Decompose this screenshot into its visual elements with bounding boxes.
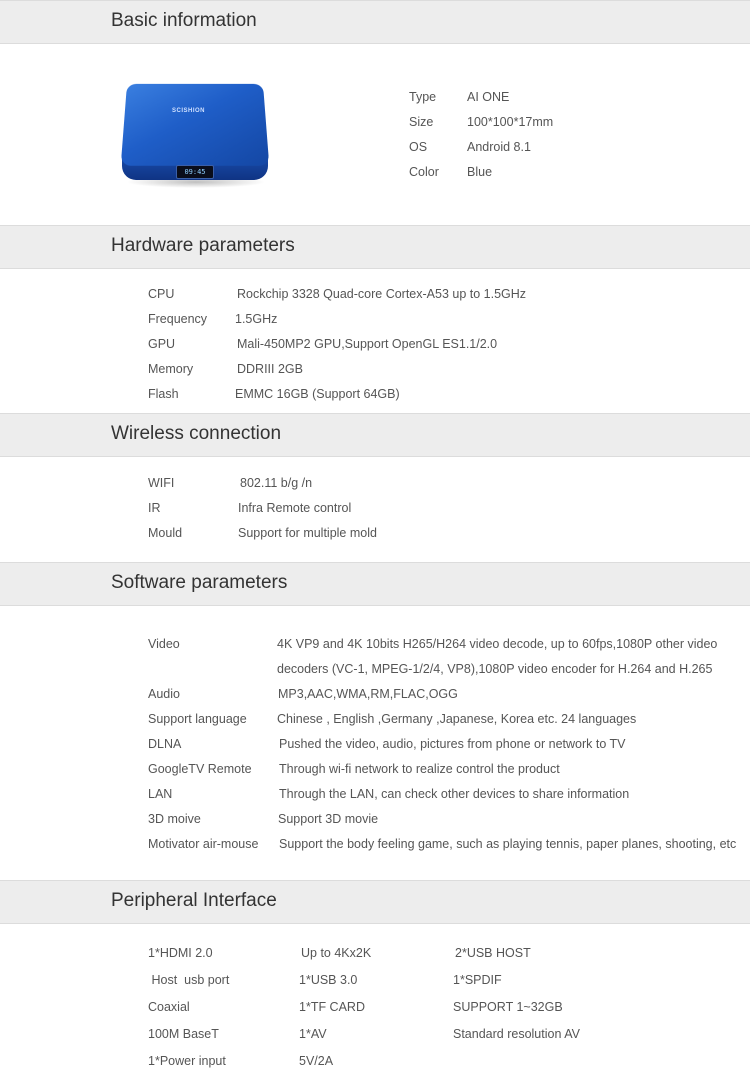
spec-value: 100*100*17mm	[467, 115, 554, 129]
spec-label: CPU	[148, 287, 175, 301]
spec-label: LAN	[148, 787, 173, 801]
spec-label: Type	[409, 90, 437, 104]
spec-value: Rockchip 3328 Quad-core Cortex-A53 up to 1.5GHz	[237, 287, 527, 301]
spec-value: EMMC 16GB (Support 64GB)	[235, 387, 400, 401]
section-title: Software parameters	[111, 572, 288, 593]
interface-cell: 5V/2A	[299, 1054, 334, 1068]
interface-cell: Up to 4Kx2K	[301, 946, 372, 960]
interface-cell: 1*HDMI 2.0	[148, 946, 213, 960]
section-title: Basic information	[111, 10, 257, 31]
spec-label: Size	[409, 115, 434, 129]
section-header-software	[0, 562, 750, 606]
spec-value: Pushed the video, audio, pictures from phone or network to TV	[279, 737, 626, 751]
interface-cell: SUPPORT 1~32GB	[453, 1000, 563, 1014]
product-brand-logo: SCISHION	[172, 108, 206, 114]
section-header-wireless	[0, 413, 750, 457]
spec-label: Motivator air-mouse	[148, 837, 259, 851]
spec-label: Flash	[148, 387, 179, 401]
interface-cell: 100M BaseT	[148, 1027, 219, 1041]
spec-label: Frequency	[148, 312, 208, 326]
spec-value: Chinese , English ,Germany ,Japanese, Korea etc. 24 languages	[277, 712, 637, 726]
section-header-peripheral	[0, 880, 750, 924]
interface-cell: 1*TF CARD	[299, 1000, 365, 1014]
spec-label: GPU	[148, 337, 176, 351]
interface-cell: Host usb port	[148, 973, 230, 987]
spec-value: AI ONE	[467, 90, 510, 104]
interface-cell: 1*USB 3.0	[299, 973, 358, 987]
spec-value: 802.11 b/g /n	[240, 476, 313, 490]
spec-label: Mould	[148, 526, 183, 540]
spec-value: Through the LAN, can check other devices to share information	[279, 787, 630, 801]
section-title: Peripheral Interface	[111, 890, 277, 911]
section-header-basic	[0, 0, 750, 44]
spec-value: 1.5GHz	[235, 312, 278, 326]
interface-cell: 1*SPDIF	[453, 973, 502, 987]
spec-value: decoders (VC-1, MPEG-1/2/4, VP8),1080P video encoder for H.264 and H.265	[277, 662, 713, 676]
section-header-hardware	[0, 225, 750, 269]
spec-label: Audio	[148, 687, 180, 701]
section-title: Hardware parameters	[111, 235, 295, 256]
section-title: Wireless connection	[111, 423, 282, 444]
display-time: 09:45	[184, 168, 206, 176]
spec-value: Infra Remote control	[238, 501, 352, 515]
spec-label: IR	[148, 501, 161, 515]
interface-cell: 2*USB HOST	[455, 946, 531, 960]
spec-value: DDRIII 2GB	[237, 362, 303, 376]
product-image	[116, 76, 276, 196]
interface-cell: Standard resolution AV	[453, 1027, 580, 1041]
spec-value: 4K VP9 and 4K 10bits H265/H264 video decode, up to 60fps,1080P other video	[277, 637, 718, 651]
spec-label: WIFI	[148, 476, 175, 490]
spec-value: MP3,AAC,WMA,RM,FLAC,OGG	[278, 687, 458, 701]
interface-cell: 1*AV	[299, 1027, 327, 1041]
spec-value: Support for multiple mold	[238, 526, 377, 540]
spec-label: Video	[148, 637, 180, 651]
spec-label: Support language	[148, 712, 247, 726]
spec-label: OS	[409, 140, 428, 154]
spec-value: Support 3D movie	[278, 812, 379, 826]
spec-value: Support the body feeling game, such as playing tennis, paper planes, shooting, etc	[279, 837, 737, 851]
spec-value: Blue	[467, 165, 493, 179]
spec-value: Mali-450MP2 GPU,Support OpenGL ES1.1/2.0	[237, 337, 498, 351]
spec-value: Through wi-fi network to realize control the product	[279, 762, 560, 776]
spec-label: DLNA	[148, 737, 182, 751]
interface-cell: 1*Power input	[148, 1054, 226, 1068]
spec-label: GoogleTV Remote	[148, 762, 252, 776]
spec-value: Android 8.1	[467, 140, 531, 154]
spec-label: Memory	[148, 362, 194, 376]
product-led-display	[176, 165, 214, 179]
interface-cell: Coaxial	[148, 1000, 190, 1014]
spec-label: Color	[409, 165, 439, 179]
spec-label: 3D moive	[148, 812, 201, 826]
